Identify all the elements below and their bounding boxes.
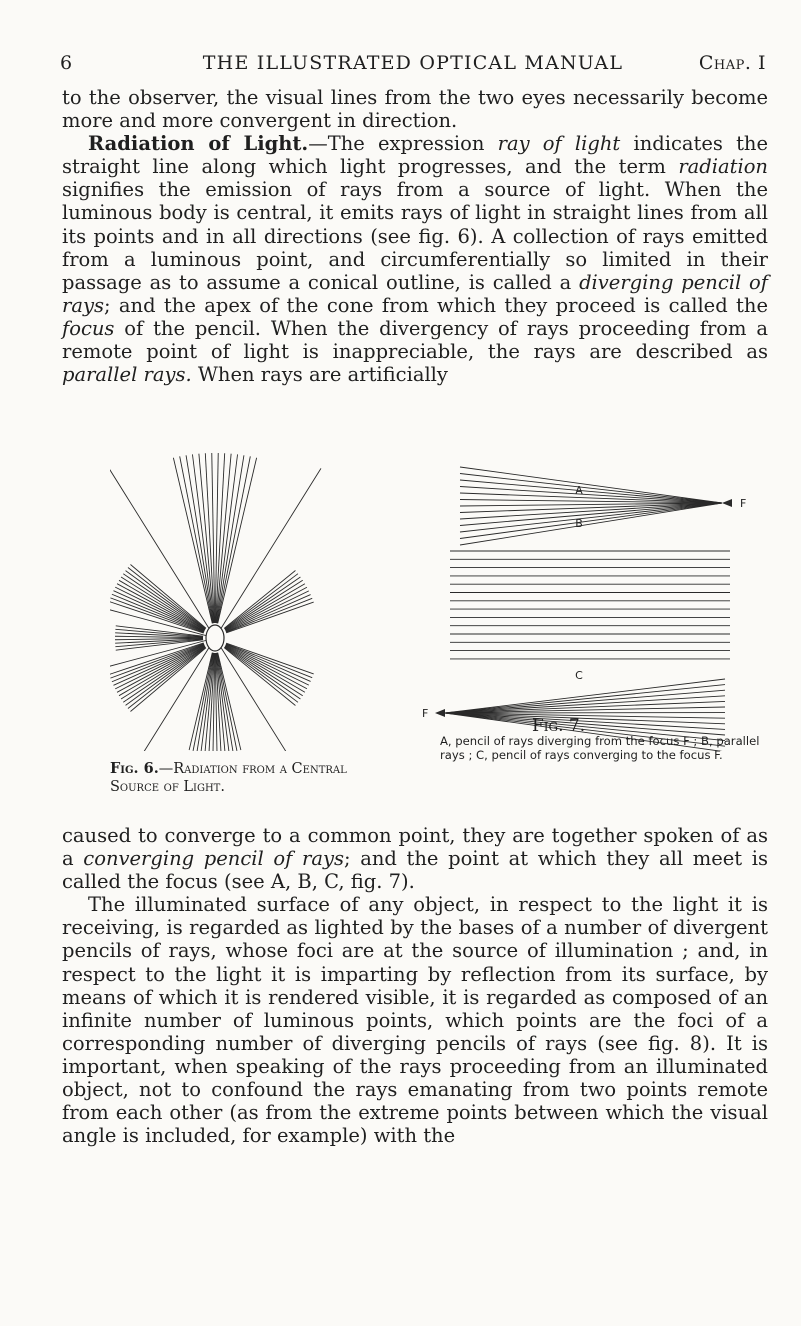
ray-line [460,503,722,526]
paragraph-radiation: Radiation of Light.—The expression ray of light indicates the straight line along which light progresses, and the term radiation signifies the emission of rays from a source of light. When the luminous body is central, it emits rays of light in straight lines from all its points and in all directions (see fig. 6). A collection of rays emitted from a luminous point, and circumferentially so limited in their passage as to assume a conical outline, is called a diverging pencil of rays; and the apex of the cone from which they proceed is called the focus of the pencil. When the divergency of rays proceeding from a remote point of light is inappreciable, the rays are described as parallel rays. When rays are artificially [62,132,769,387]
ray-line [225,646,303,695]
paragraph-converging: caused to converge to a common point, they are together spoken of as a converging pencil of rays; and the point at which they all meet is called the focus (see A, B, C, fig. 7). [62,824,768,894]
diverging-pencil-a [460,467,722,545]
ray-line [110,598,203,633]
ray-line [128,568,206,629]
label-b: B [575,517,583,530]
figure-6-caption [110,760,390,796]
label-f-top: F [740,497,747,510]
ray-line [225,646,305,693]
ray-line [123,574,205,630]
parallel-rays-b [450,551,730,659]
term-ray-of-light: ray of light [497,132,621,156]
ray-line [460,503,722,545]
ray-line [110,643,203,678]
ray-line [225,577,301,629]
ray-line [225,580,303,629]
term-radiation: radiation [678,155,768,179]
term-converging-pencil: converging pencil of rays [83,847,344,871]
ray-line [189,653,212,750]
term-focus: focus [62,316,115,340]
ray-line [113,591,204,632]
ray-line [445,701,725,713]
ray-line [225,647,301,699]
ray-line [115,639,203,646]
label-f-bottom: F [422,707,429,720]
page-header [60,52,766,78]
ray-line [123,647,205,703]
arrow-a-icon [722,499,732,507]
figure-6-caption-text: —Radiation from a Central Source of Light. [110,761,347,795]
ray-line [460,480,722,503]
paragraph-continuation: to the observer, the visual lines from the two eyes necessarily become more and more convergent in direction. [62,86,768,133]
upper-text [62,86,768,386]
arrow-c-icon [435,709,445,717]
ray-line [119,646,205,696]
ray-line [197,653,213,751]
running-title: THE ILLUSTRATED OPTICAL MANUAL [202,52,624,74]
term-diverging-pencil: diverging pencil of rays [62,270,768,317]
label-c: C [575,669,583,682]
section-heading: Radiation of Light. [88,132,309,156]
ray-line [115,629,203,636]
figure-6-label: Fig. 6. [110,760,159,777]
ray-line [460,474,722,504]
ray-line [217,653,233,751]
paragraph-illuminated-surface: The illuminated surface of any object, in respect to the light it is receiving, is regarded as lighted by the bases of a number of divergent pencils of rays, whose foci are at the source of illumination ; and, in respect to the light it is imparting by reflection from its surface, by means of which it is rendered visible, it is regarded as composed of an infinite number of luminous points, which points are the foci of a corresponding number of diverging pencils of rays (see fig. 8). It is important, when speaking of the rays proceeding from an illuminated object, not to confound the rays emanating from two points remote from each other (as from the extreme points between which the visual angle is included, for example) with the [62,893,768,1148]
ray-line [113,644,204,685]
figure-7-caption: A, pencil of rays diverging from the focus F ; B, parallel rays ; C, pencil of rays converging to the focus F. [440,734,760,762]
ray-line [115,645,204,689]
radiating-rays [110,453,321,751]
ray-line [226,644,312,678]
ray-line [460,503,722,539]
ray-line [225,584,305,631]
ray-line [218,653,241,750]
page-number: 6 [60,52,73,74]
figure-7-title: Fig. 7. [532,716,586,736]
ray-line [226,598,312,632]
ray-line [128,647,206,708]
ray-line [115,587,204,631]
lower-text [62,824,768,1147]
term-parallel-rays: parallel rays. [62,363,192,387]
ray-line [119,580,205,630]
chapter-label: Chap. I [698,52,766,74]
central-light-source [206,625,224,651]
figure-7-pencils-diagram [420,451,801,751]
label-a: A [575,484,583,497]
figure-6-radiation-diagram [110,451,420,751]
